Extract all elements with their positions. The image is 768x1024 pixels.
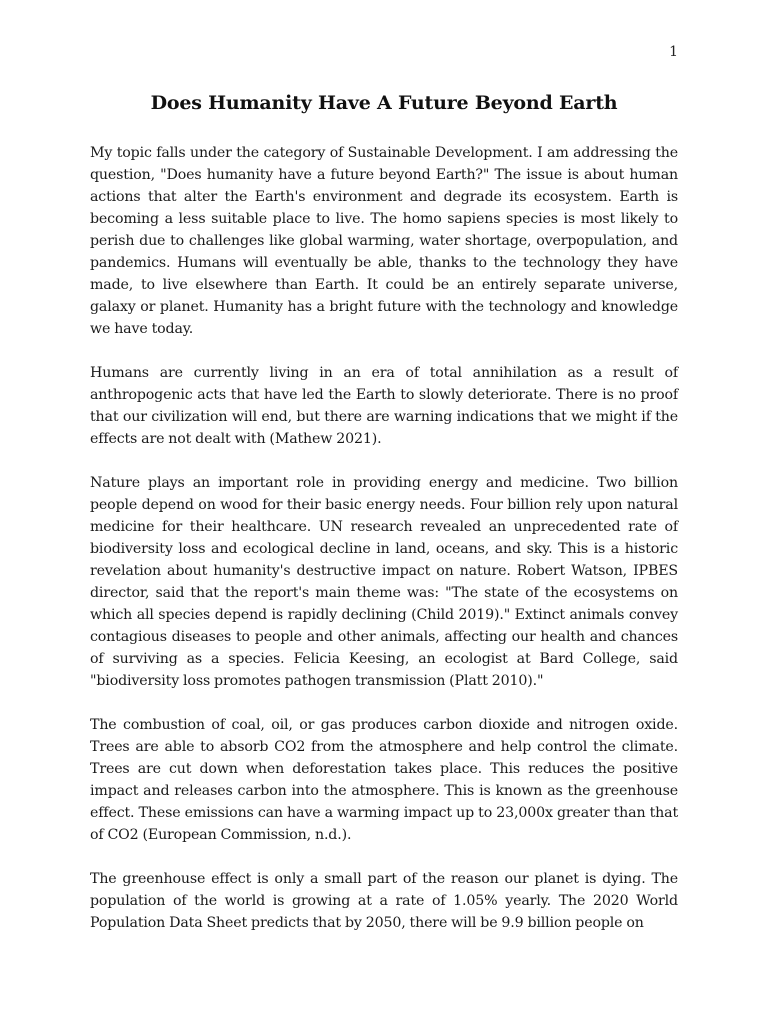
page-number: 1 <box>669 44 678 60</box>
paragraph-4: The combustion of coal, oil, or gas produces carbon dioxide and nitrogen oxide. Trees are able to absorb CO2 from the atmosphere and help control the climate. Trees are cut down when deforestation takes place. This reduces the positive impact and releases carbon into the atmosphere. This is known as the greenhouse effect. These emissions can have a warming impact up to 23,000x greater than that of CO2 (European Commission, n.d.). <box>90 717 678 843</box>
paragraph-2: Humans are currently living in an era of total annihilation as a result of anthropogenic acts that have led the Earth to slowly deteriorate. There is no proof that our civilization will end, but there are warning indications that we might if the effects are not dealt with (Mathew 2021). <box>90 365 678 447</box>
paragraph-3: Nature plays an important role in providing energy and medicine. Two billion people depend on wood for their basic energy needs. Four billion rely upon natural medicine for their healthcare. UN research revealed an unprecedented rate of biodiversity loss and ecological decline in land, oceans, and sky. This is a historic revelation about humanity's destructive impact on nature. Robert Watson, IPBES director, said that the report's main theme was: "The state of the ecosystems on which all species depend is rapidly declining (Child 2019)." Extinct animals convey contagious diseases to people and other animals, affecting our health and chances of surviving as a species. Felicia Keesing, an ecologist at Bard College, said "biodiversity loss promotes pathogen transmission (Platt 2010)." <box>90 475 678 689</box>
document-body <box>90 142 678 934</box>
paragraph-1: My topic falls under the category of Sustainable Development. I am addressing the question, "Does humanity have a future beyond Earth?" The issue is about human actions that alter the Earth's environment and degrade its ecosystem. Earth is becoming a less suitable place to live. The homo sapiens species is most likely to perish due to challenges like global warming, water shortage, overpopulation, and pandemics. Humans will eventually be able, thanks to the technology they have made, to live elsewhere than Earth. It could be an entirely separate universe, galaxy or planet. Humanity has a bright future with the technology and knowledge we have today. <box>90 145 678 337</box>
paragraph-5: The greenhouse effect is only a small part of the reason our planet is dying. The population of the world is growing at a rate of 1.05% yearly. The 2020 World Population Data Sheet predicts that by 2050, there will be 9.9 billion people on <box>90 871 678 931</box>
document-title: Does Humanity Have A Future Beyond Earth <box>150 92 618 114</box>
